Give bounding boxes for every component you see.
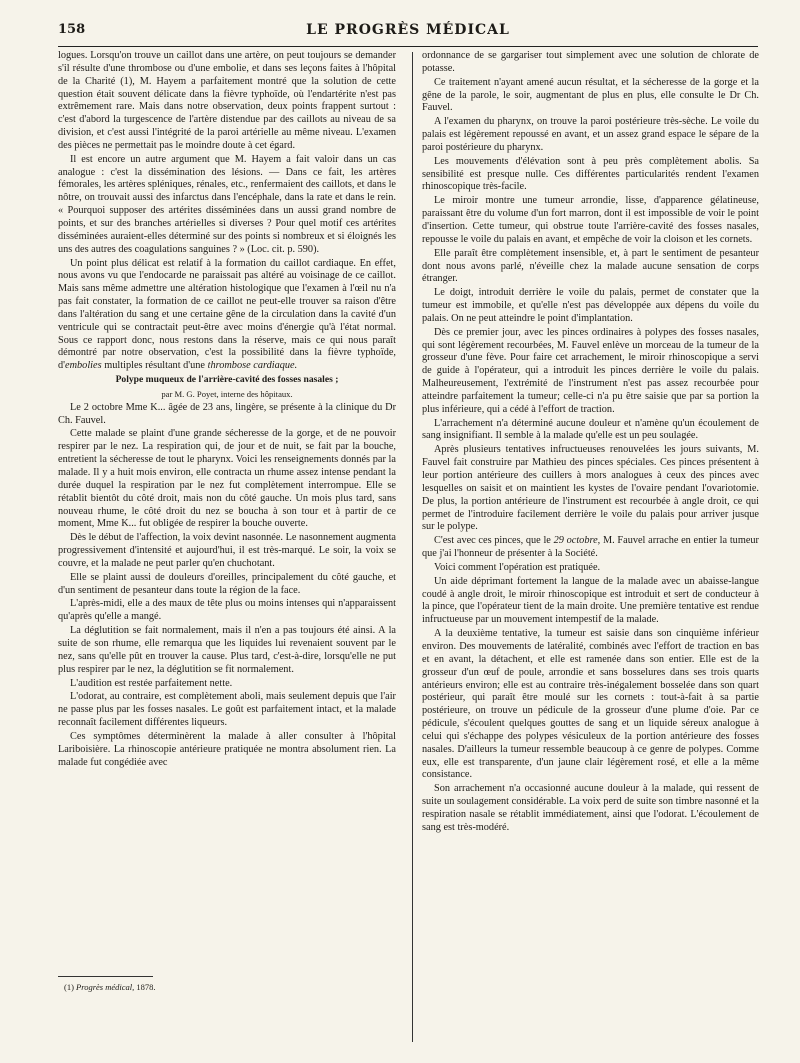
paragraph: L'après-midi, elle a des maux de tête plus ou moins intenses qui n'apparaissent qu'après qu'elle a mangé. [58,598,396,623]
paragraph: Il est encore un autre argument que M. Hayem a fait valoir dans un cas analogue : c'est la dissémination des lésions. — Dans ce fait, les artères fémorales, les artères spléniques, rénales, etc., renfermaient des caillots, et dans le nôtre, on trouvait aussi des infarctus dans l'encéphale, dans la rate et dans le rein. « Pourquoi supposer des artérites disséminées dans un aussi grand nombre de points, et sur des branches artérielles si diverses ? Pour quel motif ces artérites disséminées auraient-elles déterminé sur des points si nombreux et si éloignés les uns des autres des coagulations sanguines ? » (Loc. cit. p. 590). [58,153,396,255]
paragraph: Cette malade se plaint d'une grande sécheresse de la gorge, et de ne pouvoir respirer par le nez. La respiration qui, de jour et de nuit, se fait par la bouche, entretient la sécheresse de tout le pharynx. Voici les renseignements donnés par la malade. Il y a huit mois environ, elle contracta un rhume assez intense pendant la durée duquel la respiration par le nez fut complètement interrompue. Elle se rétablit bientôt du côté droit, mais non du côté gauche. Un mois plus tard, sans nouveau rhume, le côté droit du nez se boucha à son tour et à partir de ce moment, Mme K... fut obligée de respirer la bouche ouverte. [58,428,396,530]
paragraph: Le miroir montre une tumeur arrondie, lisse, d'apparence gélatineuse, paraissant être du volume d'un fort marron, dont il est impossible de voir le point d'insertion. Cette tumeur, qui obstrue toute l'arrière-cavité des fosses nasales, repousse le voile du palais en avant, et empêche de voir la cloison et les cornets. [422,195,759,245]
left-column [58,50,396,770]
paragraph: Ces symptômes déterminèrent la malade à aller consulter à l'hôpital Lariboisière. La rhinoscopie antérieure pratiquée ne montra absolument rien. La malade fut congédiée avec [58,730,396,768]
paragraph: ordonnance de se gargariser tout simplement avec une solution de chlorate de potasse. [422,50,759,74]
paragraph: logues. Lorsqu'on trouve un caillot dans une artère, on peut toujours se demander s'il résulte d'une thrombose ou d'une embolie, et dans ses leçons faites à l'hôpital de la Charité (1), M. Hayem a parfaitement montré que la solution de cette question était souvent délicate dans la fièvre typhoïde, où l'endartérite n'est pas extrêmement rare. Mais dans notre observation, deux points frappent surtout : c'est d'abord la turgescence de l'artère distendue par des caillots au niveau de sa division, et c'est aussi l'intégrité de la paroi artérielle au même niveau. L'examen des pièces ne permettait pas le moindre doute à cet égard. [58,50,396,151]
paragraph: Ce traitement n'ayant amené aucun résultat, et la sécheresse de la gorge et la gêne de la parole, le soir, augmentant de plus en plus, elle consulte le Dr Ch. Fauvel. [422,76,759,114]
journal-title: LE PROGRÈS MÉDICAL [306,22,510,38]
column-divider [412,52,413,1042]
paragraph: Le doigt, introduit derrière le voile du palais, permet de constater que la tumeur est immobile, et qu'elle n'est pas développée aux dépens du voile du palais. On ne peut atteindre le point d'implantation. [422,287,759,324]
paragraph: L'odorat, au contraire, est complètement aboli, mais seulement depuis que l'air ne passe plus par les fosses nasales. Le goût est parfaitement intact, et la malade reconnaît facilement différentes liqueurs. [58,691,396,729]
footnote-mark: (1) [64,982,74,992]
paragraph: Un point plus délicat est relatif à la formation du caillot cardiaque. En effet, nous avons vu que l'endocarde ne paraissait pas altéré au voisinage de ce caillot. Mais sans même admettre une altération histologique que l'examen à l'œil nu n'a pas fait constater, la formation de ce caillot ne peut-elle trouver sa raison d'être dans l'altération du sang et une certaine gêne de la circulation dans la cavité d'un ventricule qui se contractait peut-être avec moins d'énergie qu'à l'état normal. Sous ce rapport donc, nous restons dans la réserve, mais ce qui nous paraît démontré par notre observation, c'est la possibilité dans la fièvre typhoïde, d'embolies multiples résultant d'une thrombose cardiaque. [58,257,396,372]
paragraph: Dès le début de l'affection, la voix devint nasonnée. Le nasonnement augmenta progressivement d'intensité et aujourd'hui, il est très-marqué. Le soir, la voix se couvre, et la malade ne peut parler qu'en chuchotant. [58,532,396,569]
right-column [422,50,759,836]
paragraph: Les mouvements d'élévation sont à peu près complètement abolis. Sa sensibilité est presque nulle. Ces différentes particularités rendent l'examen rhinoscopique très-facile. [422,155,759,193]
footnote-rule [58,976,153,977]
paragraph: Elle paraît être complètement insensible, et, à part le sentiment de pesanteur dont nous avons parlé, n'éveille chez la malade aucune sensation de corps étranger. [422,247,759,285]
footnote-year: 1878. [136,982,156,992]
paragraph: Le 2 octobre Mme K... âgée de 23 ans, lingère, se présente à la clinique du Dr Ch. Fauvel. [58,401,396,426]
paragraph: Dès ce premier jour, avec les pinces ordinaires à polypes des fosses nasales, qui sont légèrement recourbées, M. Fauvel enlève un morceau de la tumeur de la grosseur d'une fève. Pour faire cet arrachement, le miroir rhinoscopique a servi de guide à l'opérateur, qui a introduit les pinces derrière le voile du palais. Malheureusement, l'extrémité de l'instrument n'est pas assez recourbée pour atteindre parfaitement la tumeur; celle-ci n'a pu être saisie que par sa portion la plus inférieure, qui a cédé à l'effort de traction. [422,326,759,415]
paragraph: Un aide déprimant fortement la langue de la malade avec un abaisse-langue coudé à angle droit, le miroir rhinoscopique est introduit et sert de conducteur à la pince, que l'opérateur tient de la main droite. Une première tentative est rendue infructueuse par un mouvement intempestif de la malade. [422,575,759,626]
paragraph: Elle se plaint aussi de douleurs d'oreilles, principalement du côté gauche, et d'un sentiment de pesanteur dans toute la région de la face. [58,571,396,596]
paragraph: L'arrachement n'a déterminé aucune douleur et n'amène qu'un écoulement de sang insignifiant. Il semble à la malade qu'elle est un peu soulagée. [422,417,759,442]
paragraph: Son arrachement n'a occasionné aucune douleur à la malade, qui ressent de suite un soulagement considérable. La voix perd de suite son timbre nasonné et la respiration nasale se rétablit immédiatement, ainsi que l'odorat. L'écoulement de sang est très-modéré. [422,783,759,833]
page-header [58,22,758,47]
paragraph: A l'examen du pharynx, on trouve la paroi postérieure très-sèche. Le voile du palais est légèrement repoussé en avant, et un assez grand espace le sépare de la paroi postérieure du pharynx. [422,116,759,153]
section-author: par M. G. Poyet, interne des hôpitaux. [161,388,293,399]
paragraph: L'audition est restée parfaitement nette. [70,677,233,689]
paragraph: La déglutition se fait normalement, mais il n'en a pas toujours été ainsi. A la suite de son rhume, elle remarqua que les liquides lui revenaient souvent par le nez, sans qu'elle pût en trouver la cause. Plus tard, c'est-à-dire, lorsqu'elle ne put plus respirer par le nez, la déglutition se fit normalement. [58,625,396,675]
paragraph: Voici comment l'opération est pratiquée. [434,561,601,573]
paragraph: C'est avec ces pinces, que le 29 octobre, M. Fauvel arrache en entier la tumeur que j'ai l'honneur de présenter à la Société. [422,535,759,560]
section-title: Polype muqueux de l'arrière-cavité des fosses nasales ; [115,374,339,386]
paragraph: Après plusieurs tentatives infructueuses renouvelées les jours suivants, M. Fauvel fait construire par Mathieu des pinces spéciales. Ces pinces présentent à leur portion antérieure des cuillers à mors analogues à ceux des pinces avec lesquelles on saisit et on maintient les kystes de l'ovaire pendant l'ovariotomie. De plus, la portion antérieure de l'instrument est recourbée à angle droit, ce qui permet de l'introduire facilement derrière le voile du palais pour arriver jusque sur le polype. [422,444,759,533]
footnote [64,982,156,993]
page-number: 158 [58,22,86,37]
paragraph: A la deuxième tentative, la tumeur est saisie dans son cinquième inférieur environ. Des mouvements de latéralité, combinés avec l'effort de traction en bas et en avant, la détachent, et elle est ramenée dans son entier. Elle est de la grosseur d'un œuf de poule, arrondie et sans bosselures dans ses trois quarts antérieurs environ; elle est au contraire très-inégalement bosselée dans son quart postérieur, qui paraît être moulé sur les cornets : tout-à-fait à sa partie postérieure, on trouve un pédicule de la grosseur d'une plume d'oie. Par ce pédicule, s'écoulent quelques gouttes de sang et un liquide séreux analogue à celui qui s'échappe des polypes vésiculeux de la portion antérieure des fosses nasales. D'ailleurs la tumeur ressemble beaucoup à ce genre de polypes. Comme eux, elle est transparente, d'un jaune clair légèrement rosé, et elle a la même consistance. [422,628,759,781]
footnote-source: Progrès médical, [76,982,135,992]
